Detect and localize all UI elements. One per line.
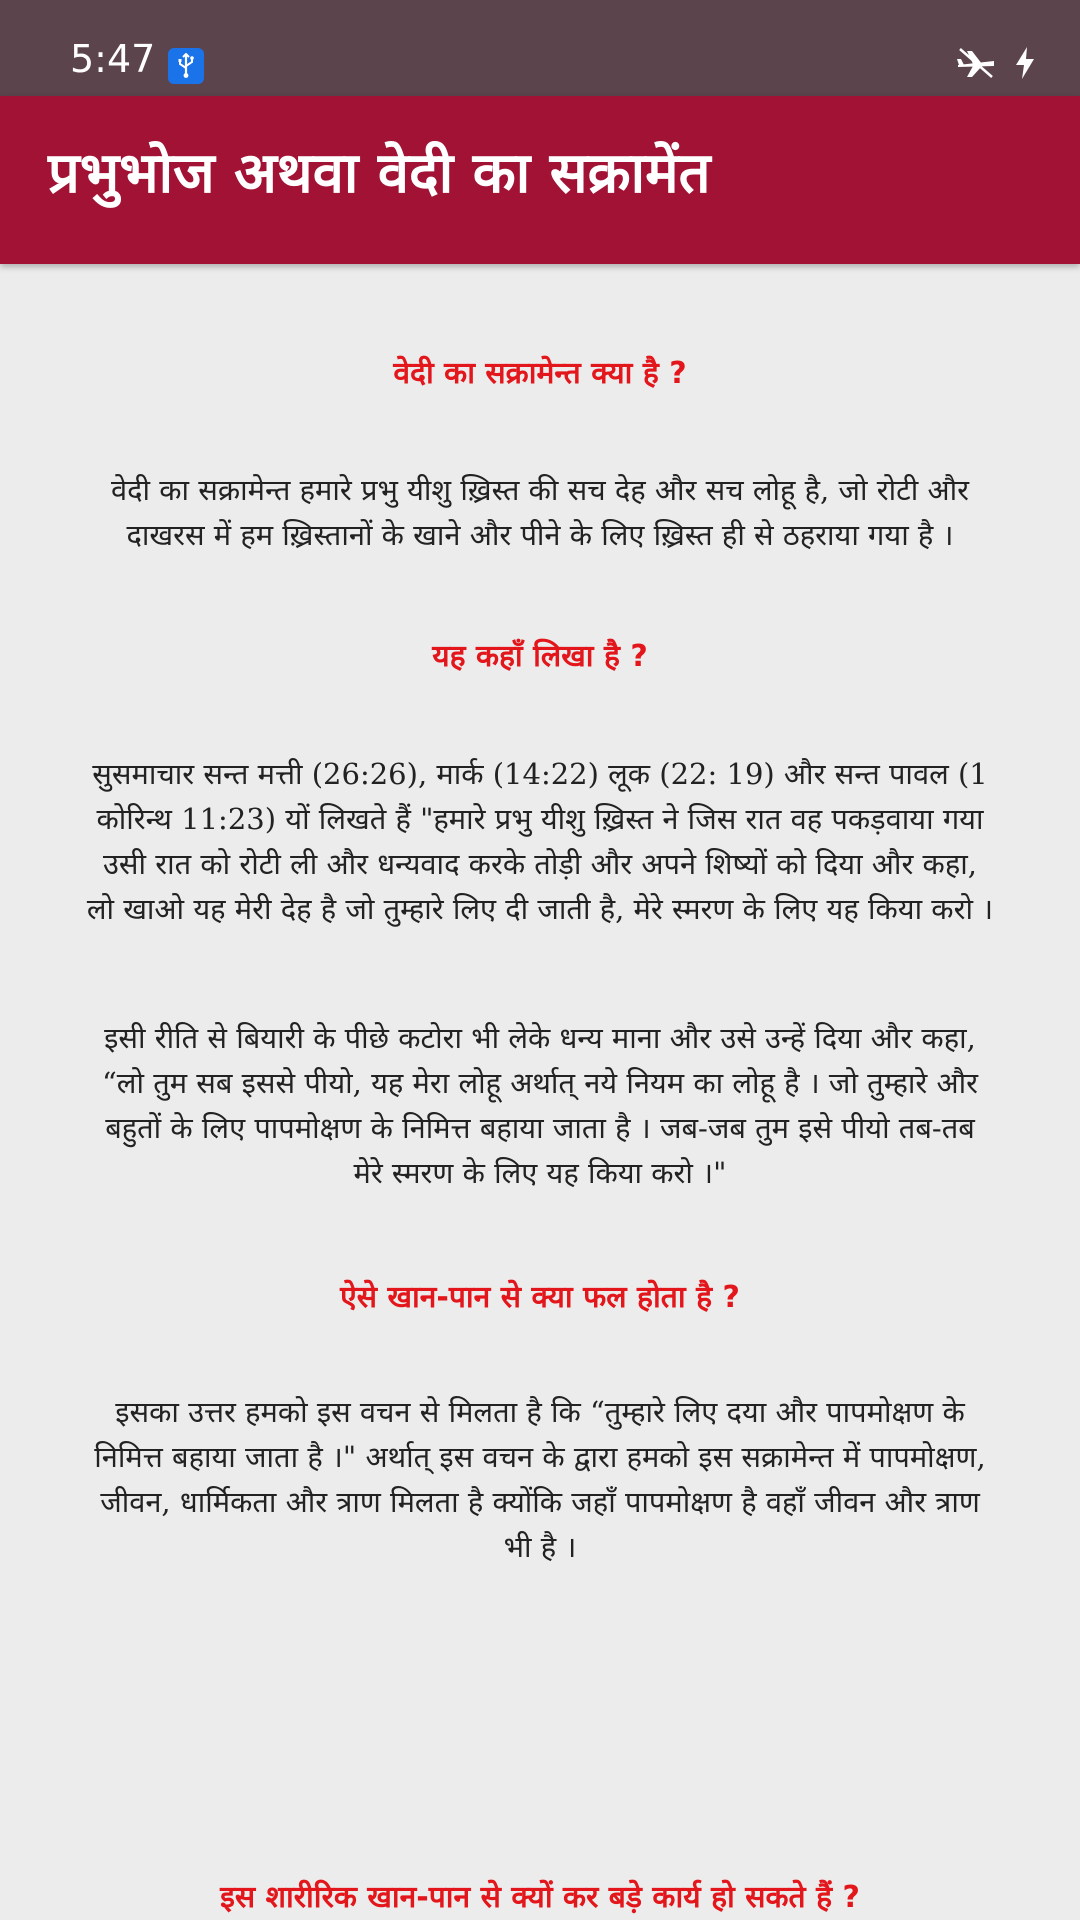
section-heading: ऐसे खान-पान से क्या फल होता है ? xyxy=(340,1280,740,1315)
section-heading: यह कहाँ लिखा है ? xyxy=(432,639,648,674)
section-heading: वेदी का सक्रामेन्त क्या है ? xyxy=(393,356,687,391)
airplane-mode-icon xyxy=(956,47,996,83)
page-title: प्रभुभोज अथवा वेदी का सक्रामेंत xyxy=(48,141,711,206)
section-paragraph: वेदी का सक्रामेन्त हमारे प्रभु यीशु ख़्रिस्त की सच देह और सच लोहू है, जो रोटी और दाखरस में हम ख़्रिस्तानों के खाने और पीने के लिए ख़्रिस्त ही से ठहराया गया है । xyxy=(111,473,969,552)
usb-icon xyxy=(168,48,204,84)
content-scroll-area[interactable] xyxy=(0,264,1080,1920)
status-bar xyxy=(0,0,1080,96)
section-paragraph: इसका उत्तर हमको इस वचन से मिलता है कि “तुम्हारे लिए दया और पापमोक्षण के निमित्त बहाया जाता है ।" अर्थात् इस वचन के द्वारा हमको इस सक्रामेन्त में पापमोक्षण, जीवन, धार्मिकता और त्राण मिलता है क्योंकि जहाँ पापमोक्षण है वहाँ जीवन और त्राण भी है । xyxy=(94,1395,986,1564)
section-paragraph: इसी रीति से बियारी के पीछे कटोरा भी लेके धन्य माना और उसे उन्हें दिया और कहा, “लो तुम सब इससे पीयो, यह मेरा लोहू अर्थात् नये नियम का लोहू है । जो तुम्हारे और बहुतों के लिए पापमोक्षण के निमित्त बहाया जाता है । जब-जब तुम इसे पीयो तब-तब मेरे स्मरण के लिए यह किया करो ।" xyxy=(101,1021,978,1190)
app-bar xyxy=(0,96,1080,264)
charging-icon xyxy=(1014,46,1036,84)
section-heading: इस शारीरिक खान-पान से क्यों कर बड़े कार्य हो सकते हैं ? xyxy=(220,1880,860,1915)
section-paragraph: सुसमाचार सन्त मत्ती (26:26), मार्क (14:22) लूक (22: 19) और सन्त पावल (1 कोरिन्थ 11:23) यों लिखते हैं "हमारे प्रभु यीशु ख़्रिस्त ने जिस रात वह पकड़वाया गया उसी रात को रोटी ली और धन्यवाद करके तोड़ी और अपने शिष्यों को दिया और कहा, लो खाओ यह मेरी देह है जो तुम्हारे लिए दी जाती है, मेरे स्मरण के लिए यह किया करो । xyxy=(86,757,994,926)
status-time: 5:47 xyxy=(70,37,156,81)
